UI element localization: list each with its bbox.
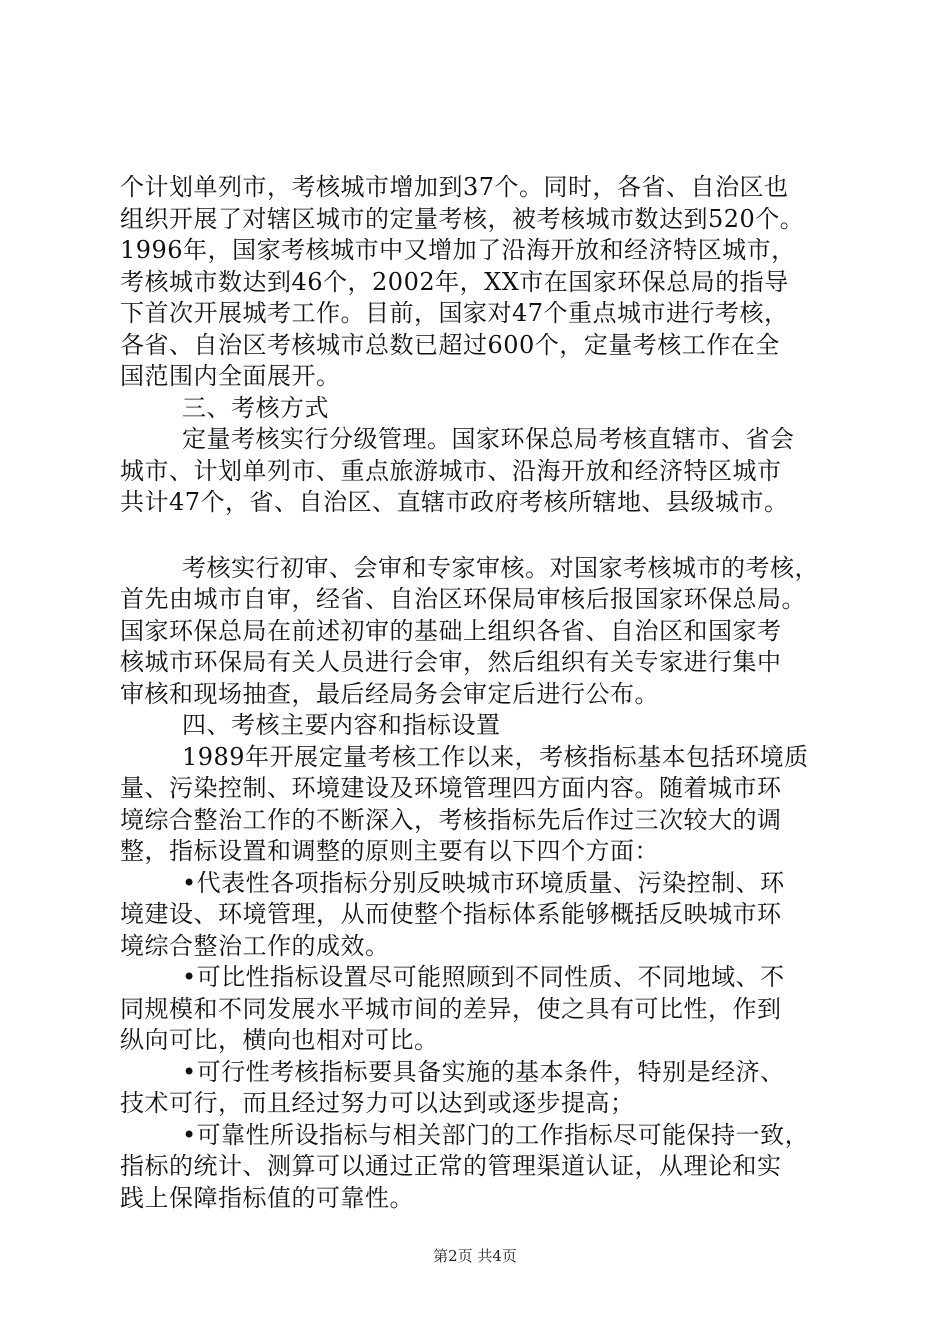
text-line: 同规模和不同发展水平城市间的差异，使之具有可比性，作到	[120, 994, 782, 1023]
text-line: 境建设、环境管理，从而使整个指标体系能够概括反映城市环	[120, 900, 782, 928]
text-line: 指标的统计、测算可以通过正常的管理渠道认证，从理论和实	[120, 1152, 782, 1180]
text-line: 个计划单列市，考核城市增加到37个。同时，各省、自治区也	[120, 173, 789, 201]
page-footer: 第2页 共4页	[433, 1247, 517, 1265]
text-line: 首先由城市自审，经省、自治区环保局审核后报国家环保总局。	[120, 585, 806, 613]
text-line: 组织开展了对辖区城市的定量考核，被考核城市数达到520个。	[120, 204, 805, 233]
section-heading: 四、考核主要内容和指标设置	[182, 711, 501, 739]
section-heading: 三、考核方式	[182, 393, 329, 422]
text-line: 境综合整治工作的不断深入，考核指标先后作过三次较大的调	[120, 805, 782, 834]
text-line: 境综合整治工作的成效。	[120, 931, 390, 960]
bullet-item: •可靠性所设指标与相关部门的工作指标尽可能保持一致，	[182, 1120, 810, 1149]
text-line: 审核和现场抽查，最后经局务会审定后进行公布。	[120, 679, 659, 708]
text-line: 践上保障指标值的可靠性。	[120, 1183, 414, 1212]
text-line: 城市、计划单列市、重点旅游城市、沿海开放和经济特区城市	[120, 456, 782, 485]
text-line: 定量考核实行分级管理。国家环保总局考核直辖市、省会	[182, 425, 795, 453]
text-line: 整，指标设置和调整的原则主要有以下四个方面：	[120, 837, 659, 865]
bullet-item: •代表性各项指标分别反映城市环境质量、污染控制、环	[182, 868, 785, 897]
text-line: 量、污染控制、环境建设及环境管理四方面内容。随着城市环	[120, 774, 782, 802]
text-line: 各省、自治区考核城市总数已超过600个，定量考核工作在全	[120, 330, 780, 359]
text-line: 纵向可比，横向也相对可比。	[120, 1026, 439, 1054]
text-line: 考核城市数达到46个，2002年，XX市在国家环保总局的指导	[120, 267, 789, 296]
paragraph-gap	[120, 519, 840, 553]
text-line: 下首次开展城考工作。目前，国家对47个重点城市进行考核，	[120, 299, 789, 327]
text-line: 1996年，国家考核城市中又增加了沿海开放和经济特区城市，	[120, 236, 796, 264]
text-line: 考核实行初审、会审和专家审核。对国家考核城市的考核，	[182, 553, 819, 582]
text-line: 国家环保总局在前述初审的基础上组织各省、自治区和国家考	[120, 616, 782, 645]
bullet-item: •可行性考核指标要具备实施的基本条件，特别是经济、	[182, 1057, 785, 1086]
text-line: 1989年开展定量考核工作以来，考核指标基本包括环境质	[182, 742, 809, 771]
text-line: 国范围内全面展开。	[120, 362, 341, 390]
text-line: 技术可行，而且经过努力可以达到或逐步提高；	[120, 1089, 635, 1117]
text-line: 核城市环保局有关人员进行会审，然后组织有关专家进行集中	[120, 648, 782, 676]
bullet-item: •可比性指标设置尽可能照顾到不同性质、不同地域、不	[182, 963, 785, 991]
text-line: 共计47个，省、自治区、直辖市政府考核所辖地、县级城市。	[120, 488, 789, 516]
document-body	[120, 172, 840, 1214]
